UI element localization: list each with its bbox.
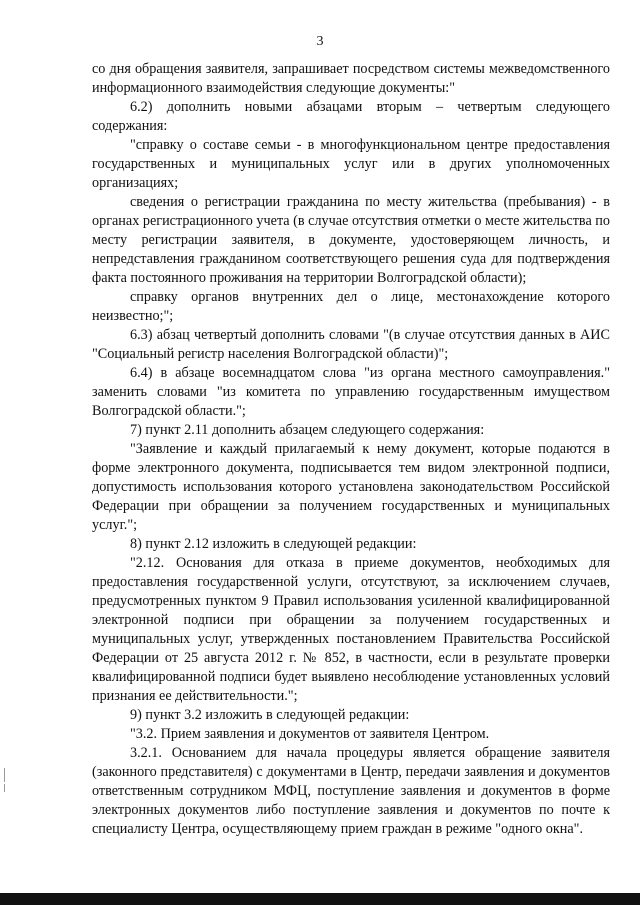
scan-artifact-mark (4, 768, 5, 782)
paragraph: 6.2) дополнить новыми абзацами вторым – четвертым следующего содержания: (92, 99, 610, 134)
paragraph: 9) пункт 3.2 изложить в следующей редакции: (130, 707, 410, 723)
paragraph: 7) пункт 2.11 дополнить абзацем следующего содержания: (130, 422, 485, 438)
document-body (92, 60, 610, 839)
paragraph: со дня обращения заявителя, запрашивает посредством системы межведомственного информационного взаимодействия следующие документы:" (92, 61, 610, 96)
paragraph: 6.3) абзац четвертый дополнить словами "(в случае отсутствия данных в АИС "Социальный регистр населения Волгоградской области)"; (92, 327, 610, 362)
paragraph: "справку о составе семьи - в многофункциональном центре предоставления государственных и муниципальных услуг или в других уполномоченных организациях; (92, 137, 610, 191)
paragraph: 3.2.1. Основанием для начала процедуры является обращение заявителя (законного представителя) с документами в Центр, передачи заявления и документов ответственным сотрудником МФЦ, поступление заявления и документов в форме электронных документов либо поступление заявления и документов по почте к специалисту Центра, осуществляющему прием граждан в режиме "одного окна". (92, 745, 610, 837)
paragraph: 6.4) в абзаце восемнадцатом слова "из органа местного самоуправления." заменить словами "из комитета по управлению государственным имуществом Волгоградской области."; (92, 365, 610, 419)
page-number: 3 (316, 34, 324, 49)
scan-artifact-mark (4, 784, 5, 792)
scan-bottom-edge (0, 893, 640, 905)
paragraph: справку органов внутренних дел о лице, местонахождение которого неизвестно;"; (92, 289, 610, 324)
paragraph: "2.12. Основания для отказа в приеме документов, необходимых для предоставления государственной услуги, отсутствуют, за исключением случаев, предусмотренных пунктом 9 Правил использования усиленной квалифицированной электронной подписи при обращении за получением государственных и муниципальных услуг, утвержденных постановлением Правительства Российской Федерации от 25 августа 2012 г. № 852, в частности, если в результате проверки квалифицированной подписи будет выявлено несоблюдение установленных условий признания ее действительности."; (92, 555, 610, 704)
paragraph: 8) пункт 2.12 изложить в следующей редакции: (130, 536, 417, 552)
paragraph: "3.2. Прием заявления и документов от заявителя Центром. (130, 726, 490, 742)
paragraph: "Заявление и каждый прилагаемый к нему документ, которые подаются в форме электронного документа, подписывается тем видом электронной подписи, допустимость использования которого установлена законодательством Российской Федерации при обращении за получением государственных и муниципальных услуг."; (92, 441, 610, 533)
paragraph: сведения о регистрации гражданина по месту жительства (пребывания) - в органах регистрационного учета (в случае отсутствия отметки о месте жительства по месту регистрации заявителя, в документе, удостоверяющем личность, и непредставления гражданином соответствующего решения суда для подтверждения факта постоянного проживания на территории Волгоградской области); (92, 194, 610, 286)
